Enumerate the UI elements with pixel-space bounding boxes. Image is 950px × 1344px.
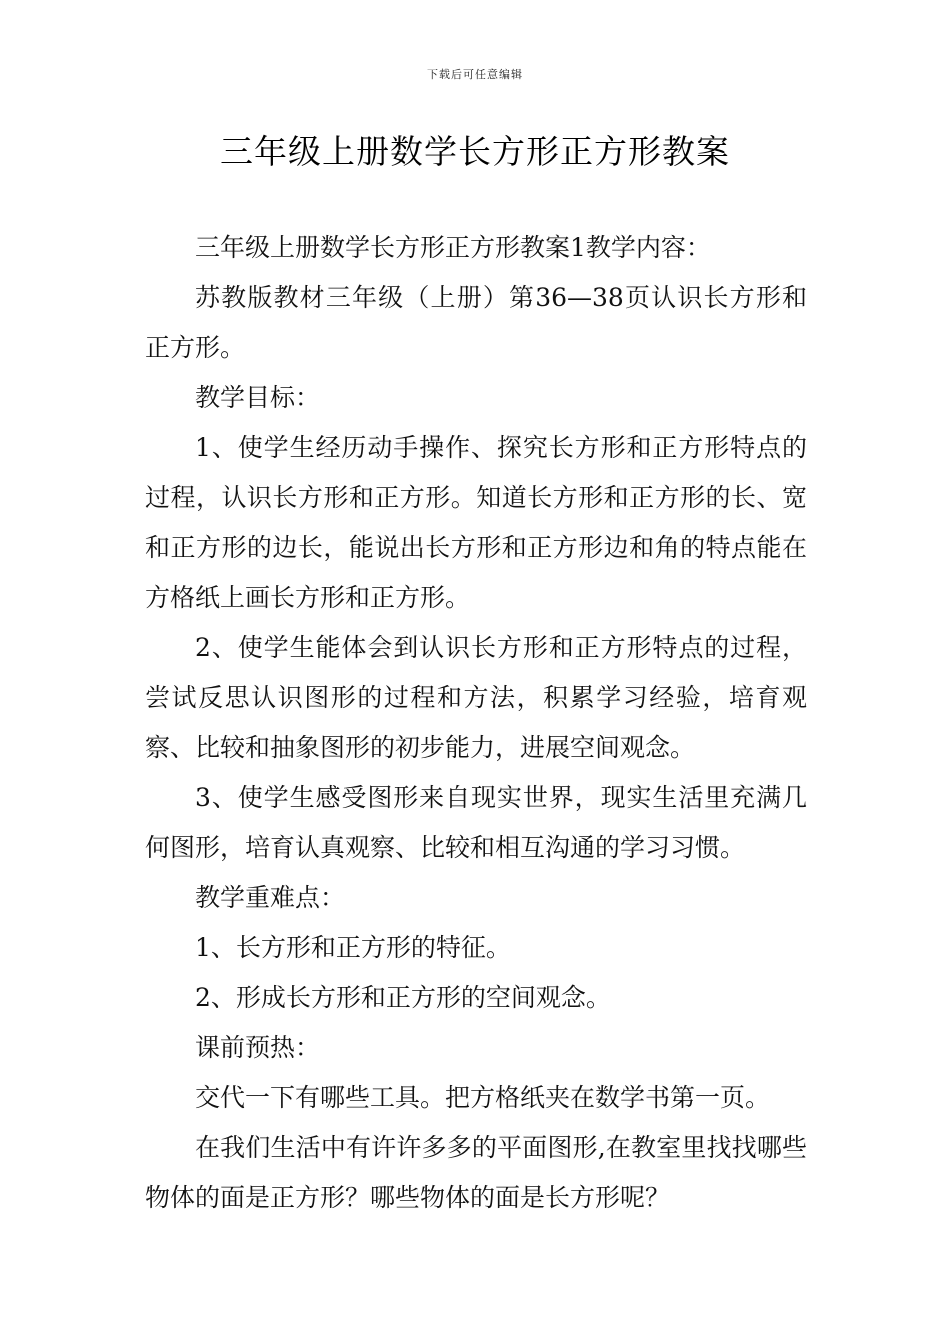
document-title: 三年级上册数学长方形正方形教案 — [220, 132, 730, 171]
paragraph-warmup-heading: 课前预热： — [195, 1033, 321, 1062]
paragraph-content: 苏教版教材三年级（上册）第36—38页认识长方形和正方形。 — [145, 283, 807, 362]
document-body — [145, 223, 807, 1223]
paragraph-goals-heading: 教学目标： — [195, 383, 321, 412]
paragraph-warmup-1: 交代一下有哪些工具。把方格纸夹在数学书第一页。 — [195, 1083, 771, 1112]
header-note: 下载后可任意编辑 — [427, 68, 523, 81]
paragraph-keypoints-heading: 教学重难点： — [195, 883, 346, 912]
paragraph-keypoint-2: 2、形成长方形和正方形的空间观念。 — [195, 983, 611, 1012]
paragraph-intro: 三年级上册数学长方形正方形教案1教学内容： — [195, 233, 711, 262]
paragraph-goal-3: 3、使学生感受图形来自现实世界，现实生活里充满几何图形，培育认真观察、比较和相互沟通的学习习惯。 — [145, 783, 807, 862]
paragraph-goal-2: 2、使学生能体会到认识长方形和正方形特点的过程，尝试反思认识图形的过程和方法，积累学习经验，培育观察、比较和抽象图形的初步能力，进展空间观念。 — [145, 633, 807, 762]
paragraph-goal-1: 1、使学生经历动手操作、探究长方形和正方形特点的过程，认识长方形和正方形。知道长方形和正方形的长、宽和正方形的边长，能说出长方形和正方形边和角的特点能在方格纸上画长方形和正方形。 — [145, 433, 807, 612]
paragraph-warmup-2: 在我们生活中有许许多多的平面图形,在教室里找找哪些物体的面是正方形？哪些物体的面是长方形呢？ — [145, 1133, 807, 1212]
paragraph-keypoint-1: 1、长方形和正方形的特征。 — [195, 933, 511, 962]
